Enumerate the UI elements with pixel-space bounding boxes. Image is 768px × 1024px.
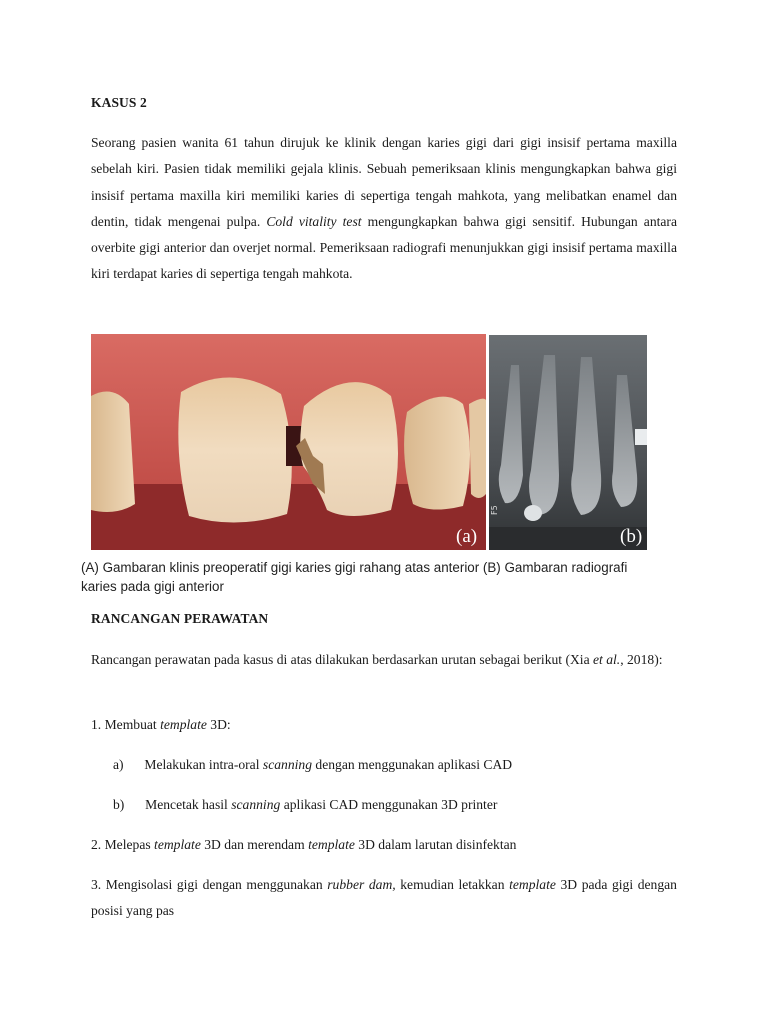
step-2 <box>91 837 516 853</box>
text-run: 3D dan merendam <box>200 837 309 852</box>
step-1a-marker: a) <box>113 757 124 772</box>
text-run: 3D: <box>206 717 231 732</box>
tooth-left-canine <box>91 392 135 513</box>
text-run: 2. Melepas <box>91 837 155 852</box>
figure-caption: (A) Gambaran klinis preoperatif gigi karies gigi rahang atas anterior (B) Gambaran radiografi karies pada gigi anterior <box>81 560 628 594</box>
step-1b-text <box>145 797 497 812</box>
tooth-central-incisor <box>178 377 291 522</box>
text-run: et al. <box>593 652 621 667</box>
radiograph <box>489 335 647 550</box>
step-1a <box>113 757 512 773</box>
step-1 <box>91 717 231 733</box>
text-run: 1. Membuat <box>91 717 161 732</box>
text-run: 3. Mengisolasi gigi dengan menggunakan <box>91 877 328 892</box>
text-run: rubber dam, <box>327 877 396 892</box>
text-run: , 2018): <box>620 652 663 667</box>
text-run: Mencetak hasil <box>145 797 232 812</box>
text-run: scanning <box>262 757 312 772</box>
panel-label-b: (b) <box>620 526 643 547</box>
text-run: template <box>308 837 355 852</box>
text-run: Seorang pasien wanita 61 tahun dirujuk ke klinik dengan karies gigi dari gigi insisif pertama maxilla sebelah kiri. Pasien tidak memiliki gejala klinis. Sebuah pemeriksaan klinis mengungkapkan bahwa gigi insisif pertama maxilla kiri memiliki karies di sepertiga tengah mahkota, yang melibatkan enamel dan dentin, tidak mengenai pulpa. <box>91 135 677 229</box>
tooth-lateral-incisor <box>404 397 470 510</box>
case-title: KASUS 2 <box>91 95 147 110</box>
text-run: template <box>154 837 201 852</box>
text-run: 3D dalam larutan disinfektan <box>354 837 517 852</box>
plan-title: RANCANGAN PERAWATAN <box>91 611 269 626</box>
text-run: Melakukan intra-oral <box>144 757 263 772</box>
text-run: 3D pada gigi dengan posisi yang pas <box>91 877 677 919</box>
plan-intro <box>91 647 677 673</box>
radiograph-drawing <box>489 335 647 550</box>
step-1a-text <box>144 757 512 772</box>
panel-label-a: (a) <box>456 526 478 547</box>
text-run: scanning <box>231 797 281 812</box>
clinical-photo-drawing <box>91 334 486 550</box>
text-run: dengan menggunakan aplikasi CAD <box>312 757 513 772</box>
text-run: mengungkapkan bahwa gigi sensitif. Hubungan antara overbite gigi anterior dan overjet normal. Pemeriksaan radiografi menunjukkan gigi insisif pertama maxilla kiri terdapat karies di sepertiga tengah mahkota. <box>91 213 677 282</box>
xray-mark: F5 <box>490 505 499 515</box>
text-run: kemudian letakkan <box>395 877 510 892</box>
step-1b-marker: b) <box>113 797 125 812</box>
xray-restoration <box>524 505 542 521</box>
text-run: Cold vitality test <box>266 213 362 229</box>
text-run: Rancangan perawatan pada kasus di atas dilakukan berdasarkan urutan sebagai berikut (Xia <box>91 652 594 667</box>
text-run: template <box>160 717 207 732</box>
clinical-photo <box>91 334 486 550</box>
text-run: template <box>509 877 556 892</box>
step-1b <box>113 797 497 813</box>
step-3 <box>91 872 677 925</box>
case-description <box>91 130 677 288</box>
text-run: aplikasi CAD menggunakan 3D printer <box>280 797 498 812</box>
